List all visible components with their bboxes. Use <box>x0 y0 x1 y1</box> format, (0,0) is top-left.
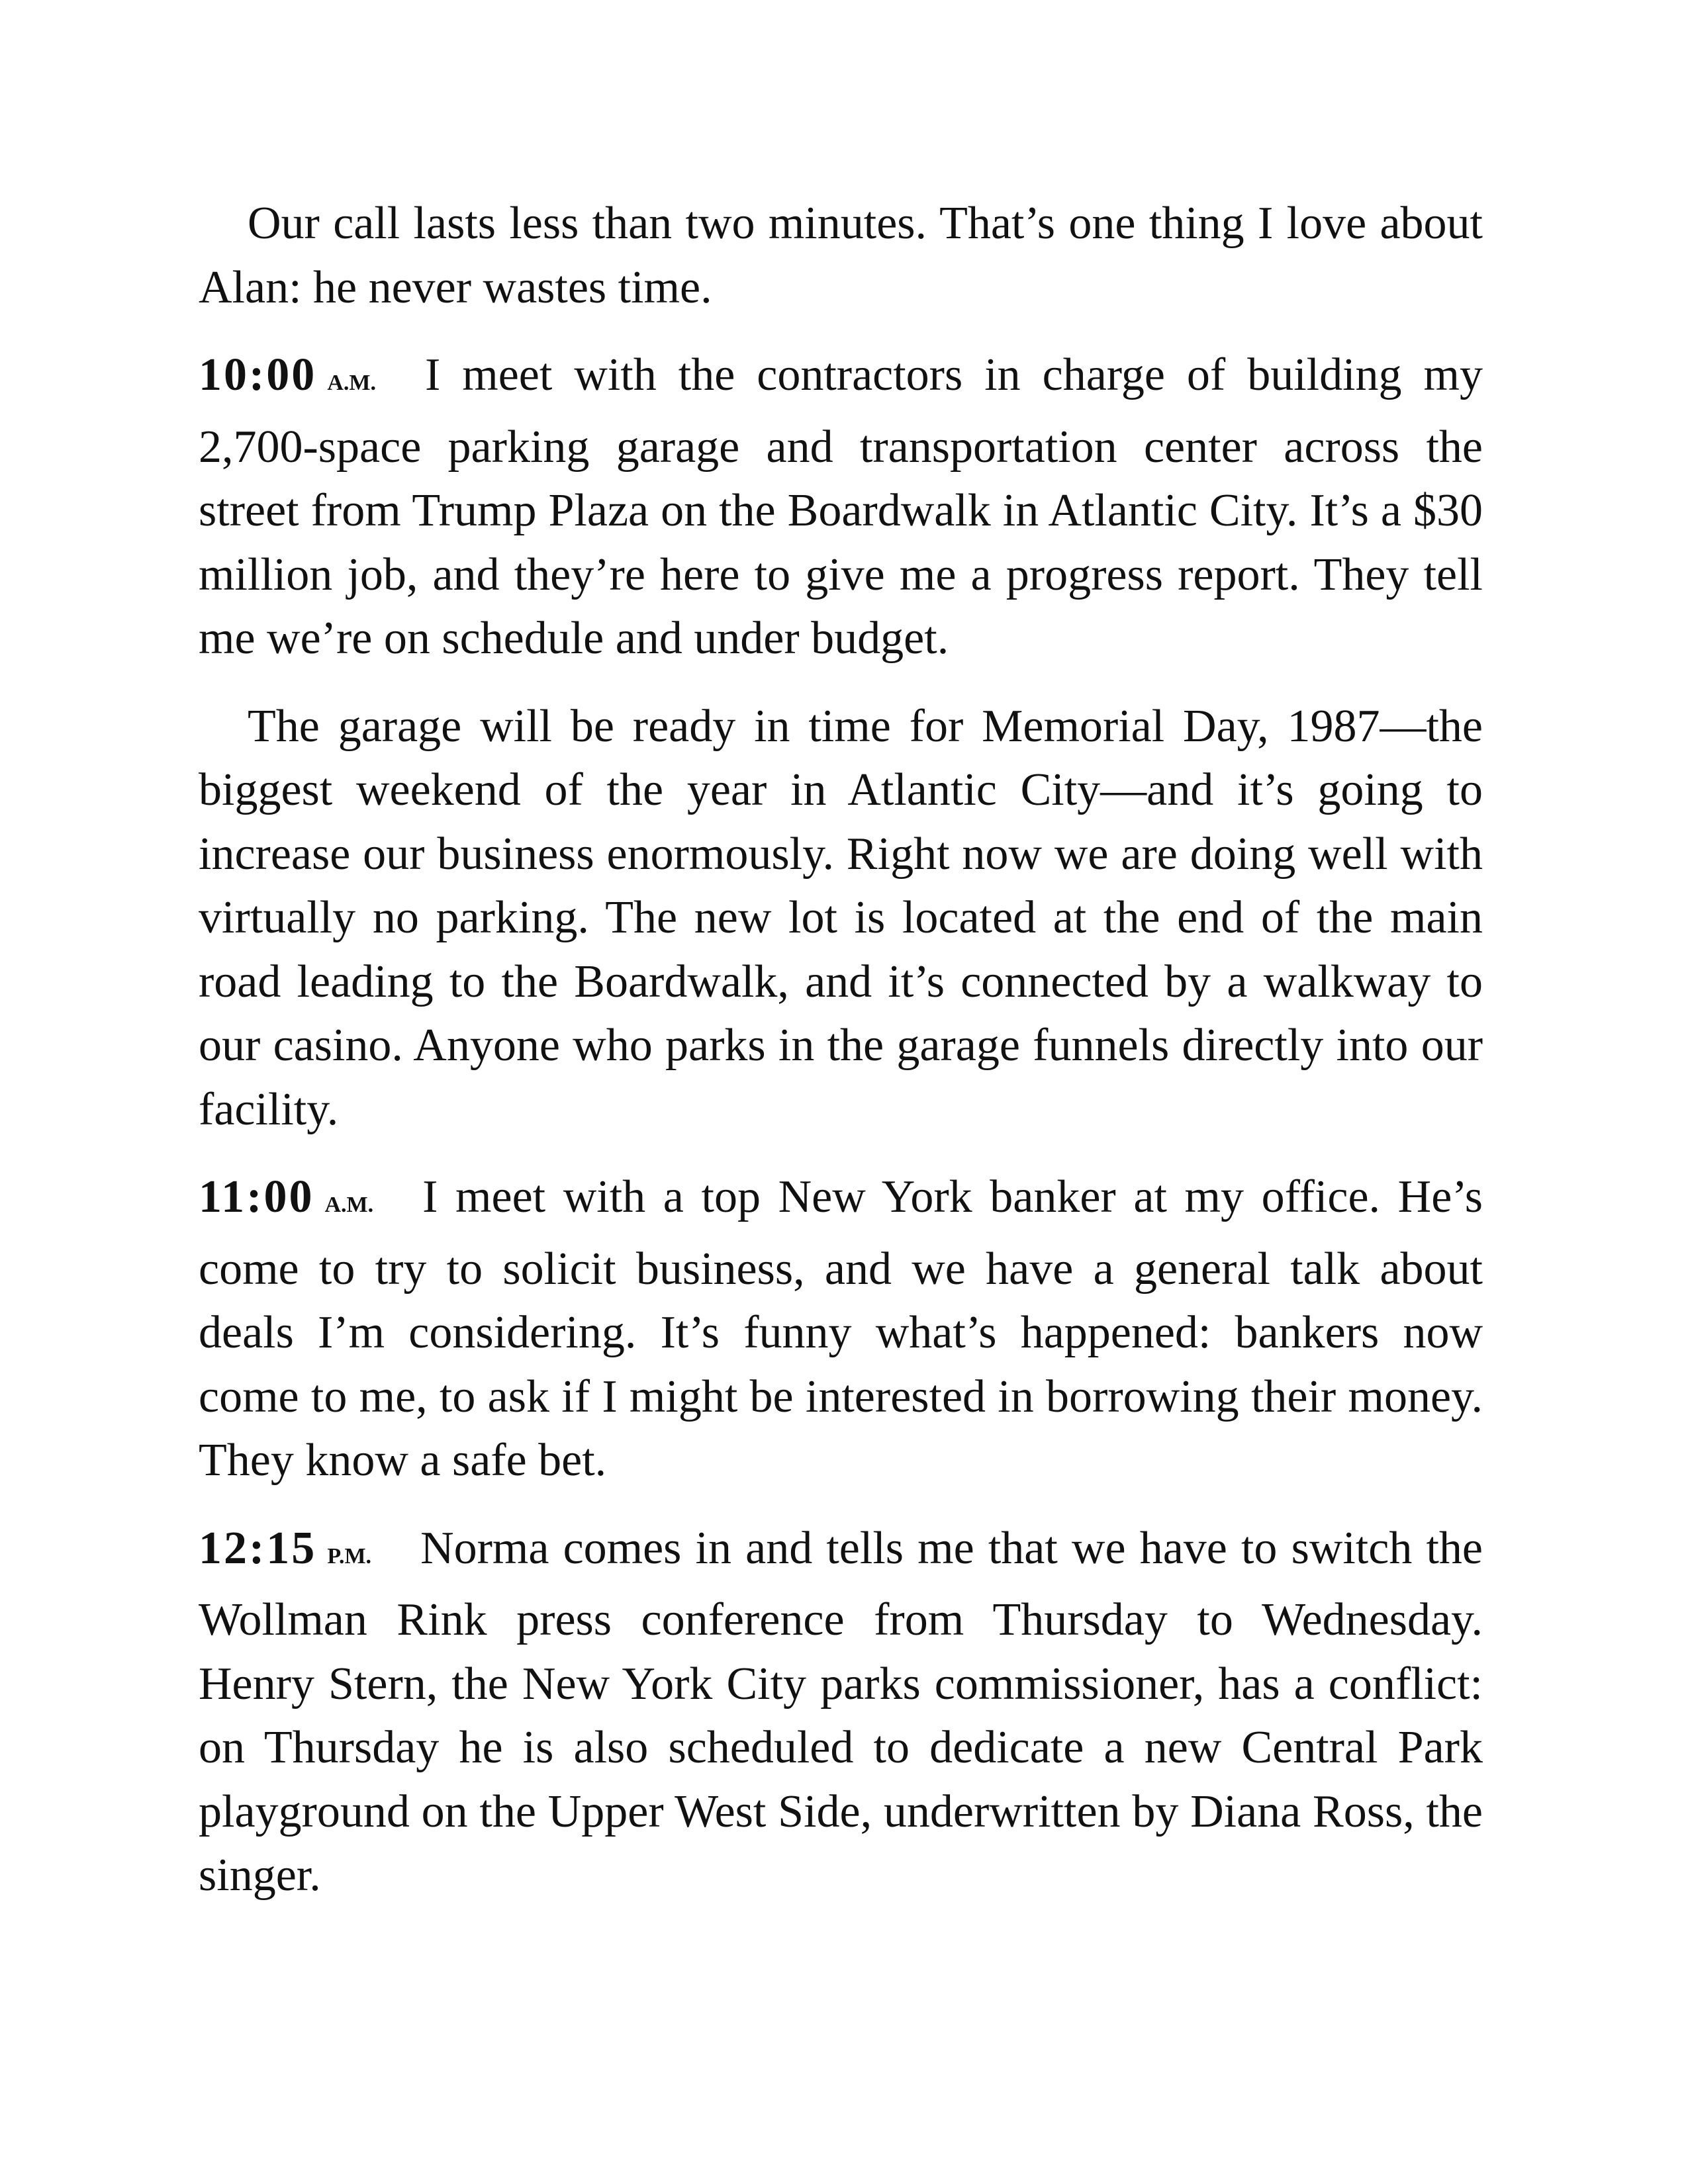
entry-ampm: P.M. <box>327 1543 372 1569</box>
paragraph-text: Our call lasts less than two minutes. That’s one thing I love about Alan: he never wastes time. <box>199 198 1483 313</box>
entry-text: I meet with the contractors in charge of building my 2,700-space parking garage and transportation center across the street from Trump Plaza on the Boardwalk in Atlantic City. It’s a $30 million job, and they’re here to give me a progress report. They tell me we’re on schedule and under budget. <box>199 349 1483 664</box>
document-page <box>199 192 1483 1908</box>
entry-time: 11:00 <box>199 1171 314 1222</box>
entry-ampm: A.M. <box>327 371 376 395</box>
entry-ampm: A.M. <box>324 1193 374 1217</box>
paragraph-text: The garage will be ready in time for Memorial Day, 1987—the biggest weekend of the year in Atlantic City—and it’s going to increase our business enormously. Right now we are doing well with virtually no parking. The new lot is located at the end of the main road leading to the Boardwalk, and it’s connected by a walkway to our casino. Anyone who parks in the garage funnels directly into our facility. <box>199 700 1483 1135</box>
entry-time: 12:15 <box>199 1522 317 1574</box>
paragraph-alan-call <box>199 192 1483 320</box>
entry-text: Norma comes in and tells me that we have to switch the Wollman Rink press conference from Thursday to Wednesday. Henry Stern, the New York City parks commissioner, has a conflict: on Thursday he is also scheduled to dedicate a new Central Park playground on the Upper West Side, underwritten by Diana Ross, the singer. <box>199 1522 1483 1901</box>
entry-11-00-am <box>199 1165 1483 1493</box>
entry-12-15-pm <box>199 1517 1483 1908</box>
entry-10-00-am <box>199 343 1483 671</box>
paragraph-garage <box>199 695 1483 1142</box>
entry-time: 10:00 <box>199 349 317 400</box>
entry-text: I meet with a top New York banker at my office. He’s come to try to solicit business, and we have a general talk about deals I’m considering. It’s funny what’s happened: bankers now come to me, to ask if I might be interested in borrowing their money. They know a safe bet. <box>199 1171 1483 1486</box>
